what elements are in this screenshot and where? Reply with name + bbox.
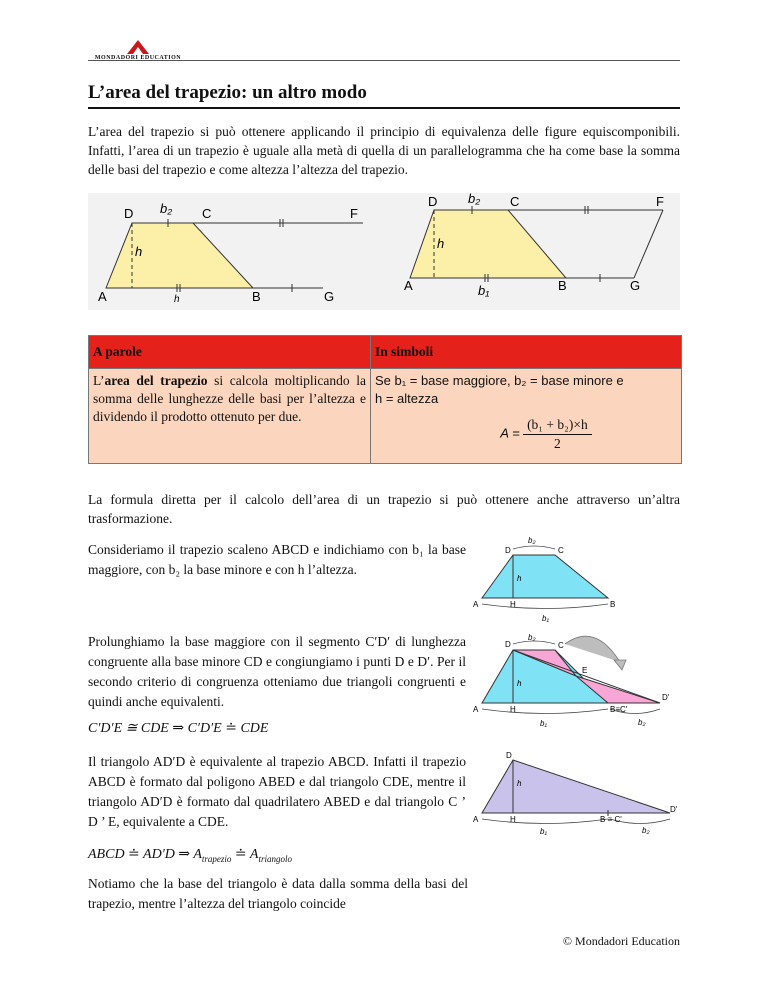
fig3-C: C [558, 641, 564, 650]
fig4-Dp: D' [670, 805, 678, 814]
fig2-b1: b₁ [542, 614, 549, 623]
label-b2-left: b₂ [160, 201, 173, 216]
formula-fraction [523, 416, 592, 453]
equation-equivalence [88, 846, 292, 864]
symbols-line1: Se b₁ = base maggiore, b₂ = base minore e [375, 373, 624, 388]
fig4-b1: b₁ [540, 827, 547, 836]
fig4-BC: B ≡ C' [600, 815, 622, 824]
fig3-b2b: b₂ [638, 718, 646, 727]
table-header-symbols: In simboli [371, 336, 682, 369]
fig2-H: H [510, 600, 516, 609]
label-G-left: G [324, 289, 335, 304]
fig3-BC: B≡C' [610, 705, 628, 714]
fig3-E: E [582, 666, 588, 675]
formula-table [88, 335, 682, 464]
fig3-b2: b₂ [528, 633, 536, 642]
fig4-b2: b₂ [642, 826, 650, 835]
table-cell-symbols [371, 369, 682, 464]
fig4-A: A [473, 815, 479, 824]
eq2-sub-trapezio: trapezio [201, 853, 232, 864]
scalene-trapezoid-figure [470, 535, 680, 630]
label-F-left: F [350, 206, 358, 221]
paragraph-4: Prolunghiamo la base maggiore con il segmento C′D′ di lunghezza congruente alla base minore CD e congiungiamo i punti D e D′. Per il secondo criterio di congruenza otteniamo due triangoli congruenti e quindi anche equivalenti. [88, 634, 466, 709]
logo-text: MONDADORI EDUCATION [94, 55, 182, 61]
eq2-sub-triangolo: triangolo [258, 853, 292, 864]
fig3-H: H [510, 705, 516, 714]
formula-lhs: A = [500, 425, 520, 441]
label-hb-left: h [174, 294, 180, 305]
label-h-left: h [135, 244, 143, 259]
words-post: si calcola moltiplicando la somma delle lunghezze delle basi per l’altezza e dividendo il prodotto ottenuto per due. [93, 373, 366, 424]
fig2-h: h [517, 574, 522, 583]
label-h-right: h [437, 236, 445, 251]
eq2-mid: ≐ A [231, 847, 259, 862]
logo-icon [127, 40, 149, 54]
paragraph-3: Consideriamo il trapezio scaleno ABCD e indichiamo con b₁ la base maggiore, con b₂ la base minore e con h l’altezza. [88, 542, 466, 577]
left-figure [98, 201, 363, 305]
words-bold: area del trapezio [104, 373, 208, 388]
eq2-left: ABCD ≐ AD′D ⇒ A [88, 847, 202, 862]
fig2-A: A [473, 600, 479, 609]
words-pre: L’ [93, 373, 105, 388]
trapezoid-parallelogram-figure [88, 193, 680, 310]
header-rule [88, 60, 680, 61]
fig4-D: D [506, 751, 512, 760]
equivalent-triangle-figure [470, 750, 680, 845]
fig2-b2: b₂ [528, 536, 536, 545]
footer-copyright: © Mondadori Education [562, 934, 680, 948]
label-b2-right: b₂ [468, 193, 481, 206]
label-C-left: C [202, 206, 212, 221]
formula-numerator: (b₁ + b₂)×h [523, 416, 592, 435]
right-figure [404, 193, 664, 298]
label-D-left: D [124, 206, 134, 221]
fig3-Dp: D' [662, 693, 670, 702]
label-D-right: D [428, 194, 438, 209]
table-cell-words [89, 369, 371, 464]
fig2-B: B [610, 600, 616, 609]
fig3-h: h [517, 679, 522, 688]
label-B-right: B [558, 278, 567, 293]
fig4-H: H [510, 815, 516, 824]
label-A-left: A [98, 289, 107, 304]
equation-congruence: C′D′E ≅ CDE ⇒ C′D′E ≐ CDE [88, 721, 269, 736]
area-formula [375, 416, 677, 453]
formula-denominator: 2 [554, 436, 561, 451]
label-F-right: F [656, 194, 664, 209]
intro-paragraph: L’area del trapezio si può ottenere applicando il principio di equivalenza delle figure equiscomponibili. Infatti, l’area di un trapezio è uguale alla metà di quella di un parallelogramma che ha come base la somma delle basi del trapezio e come altezza l’altezza del trapezio. [88, 124, 680, 177]
fig3-A: A [473, 705, 479, 714]
table-header-words: A parole [89, 336, 371, 369]
paragraph-5: Il triangolo AD′D è equivalente al trapezio ABCD. Infatti il trapezio ABCD è formato dal poligono ABED e dal triangolo CDE, mentre il triangolo AD′D è formato dal quadrilatero ABED e dal triangolo C ’ D ’ E, equivalente a CDE. [88, 754, 466, 829]
fig2-C: C [558, 546, 564, 555]
paragraph-2: La formula diretta per il calcolo dell’area di un trapezio si può ottenere anche attraverso un’altra trasformazione. [88, 492, 680, 526]
paragraph-6: Notiamo che la base del triangolo è data dalla somma della basi del trapezio, mentre l’altezza del triangolo coincide [88, 876, 468, 911]
fig4-h: h [517, 779, 522, 788]
mondadori-logo [88, 40, 188, 61]
label-C-right: C [510, 194, 520, 209]
symbols-line2: h = altezza [375, 391, 439, 406]
fig3-D: D [505, 640, 511, 649]
fig3-b1: b₁ [540, 719, 547, 728]
label-b1-right: b₁ [478, 283, 490, 298]
fig2-D: D [505, 546, 511, 555]
page-title: L’area del trapezio: un altro modo [88, 82, 680, 109]
label-G-right: G [630, 278, 641, 293]
transformation-figure [470, 630, 680, 745]
label-A-right: A [404, 278, 413, 293]
label-B-left: B [252, 289, 261, 304]
